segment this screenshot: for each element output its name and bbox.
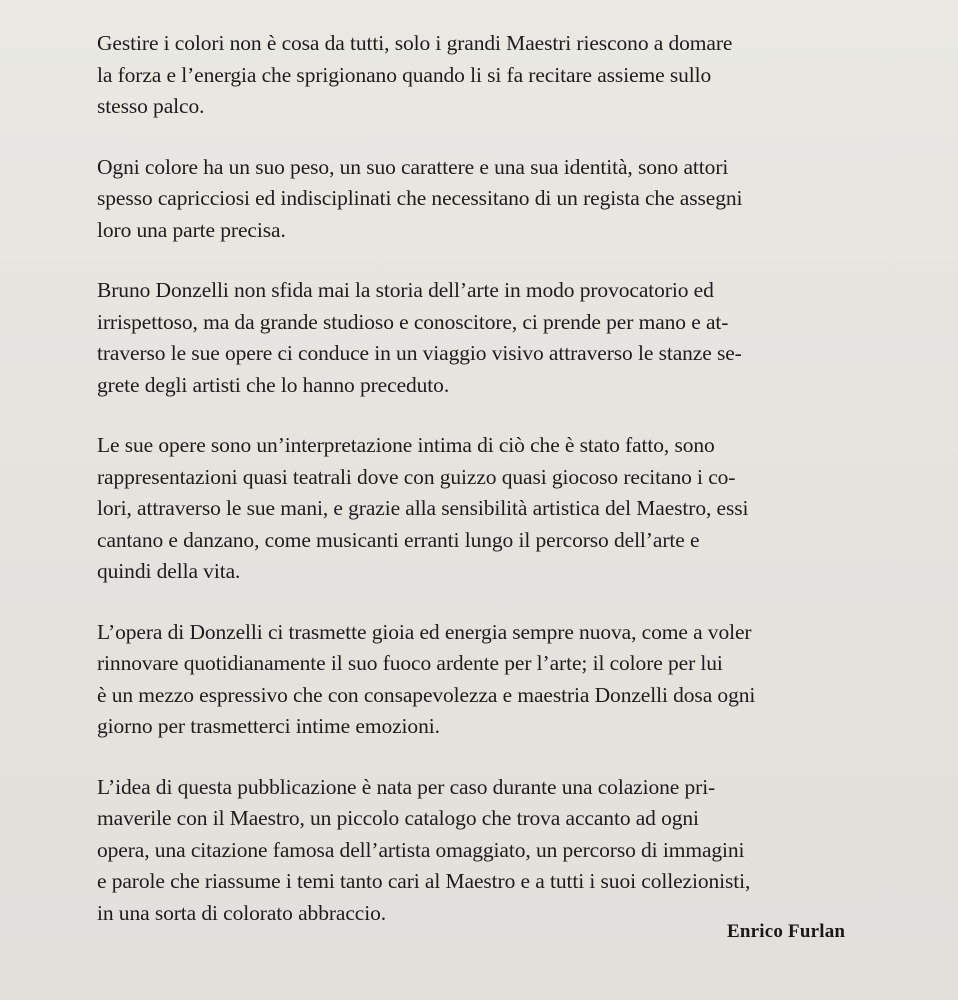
text-line: è un mezzo espressivo che con consapevolezza e maestria Donzelli dosa ogni [97,682,756,707]
text-line: Gestire i colori non è cosa da tutti, solo i grandi Maestri riescono a domare [97,31,733,55]
paragraph-4 [97,430,877,588]
text-line: cantano e danzano, come musicanti erranti lungo il percorso dell’arte e [97,527,700,552]
text-line: maverile con il Maestro, un piccolo catalogo che trova accanto ad ogni [97,806,699,830]
paragraph-6 [97,772,877,930]
text-line: la forza e l’energia che sprigionano quando li si fa recitare assieme sullo [97,62,712,87]
paragraph-3 [97,275,877,401]
paragraph-5 [97,617,877,743]
text-line: spesso capricciosi ed indisciplinati che necessitano di un regista che assegni [97,186,743,210]
text-line: rappresentazioni quasi teatrali dove con guizzo quasi giocoso recitano i co- [97,464,736,489]
text-line: in una sorta di colorato abbraccio. [97,900,387,925]
text-line: opera, una citazione famosa dell’artista omaggiato, un percorso di immagini [97,837,745,862]
text-line: giorno per trasmetterci intime emozioni. [97,714,440,738]
author-signature: Enrico Furlan [727,921,846,942]
text-line: Ogni colore ha un suo peso, un suo carattere e una sua identità, sono attori [97,154,729,179]
text-line: grete degli artisti che lo hanno preceduto. [97,372,450,397]
text-line: loro una parte precisa. [97,217,286,242]
paragraph-2 [97,152,877,247]
text-line: Bruno Donzelli non sfida mai la storia dell’arte in modo provocatorio ed [97,278,714,302]
document-body [97,28,877,958]
text-line: rinnovare quotidianamente il suo fuoco ardente per l’arte; il colore per lui [97,651,723,675]
text-line: L’opera di Donzelli ci trasmette gioia ed energia sempre nuova, come a voler [97,619,752,644]
text-line: Le sue opere sono un’interpretazione intima di ciò che è stato fatto, sono [97,433,715,457]
paragraph-1 [97,28,877,123]
text-line: lori, attraverso le sue mani, e grazie alla sensibilità artistica del Maestro, essi [97,496,749,520]
text-line: L’idea di questa pubblicazione è nata per caso durante una colazione pri- [97,774,716,799]
text-line: stesso palco. [97,94,205,118]
text-line: irrispettoso, ma da grande studioso e conoscitore, ci prende per mano e at- [97,309,729,334]
text-line: traverso le sue opere ci conduce in un viaggio visivo attraverso le stanze se- [97,341,742,365]
text-line: quindi della vita. [97,559,241,583]
text-line: e parole che riassume i temi tanto cari al Maestro e a tutti i suoi collezionisti, [97,869,751,893]
